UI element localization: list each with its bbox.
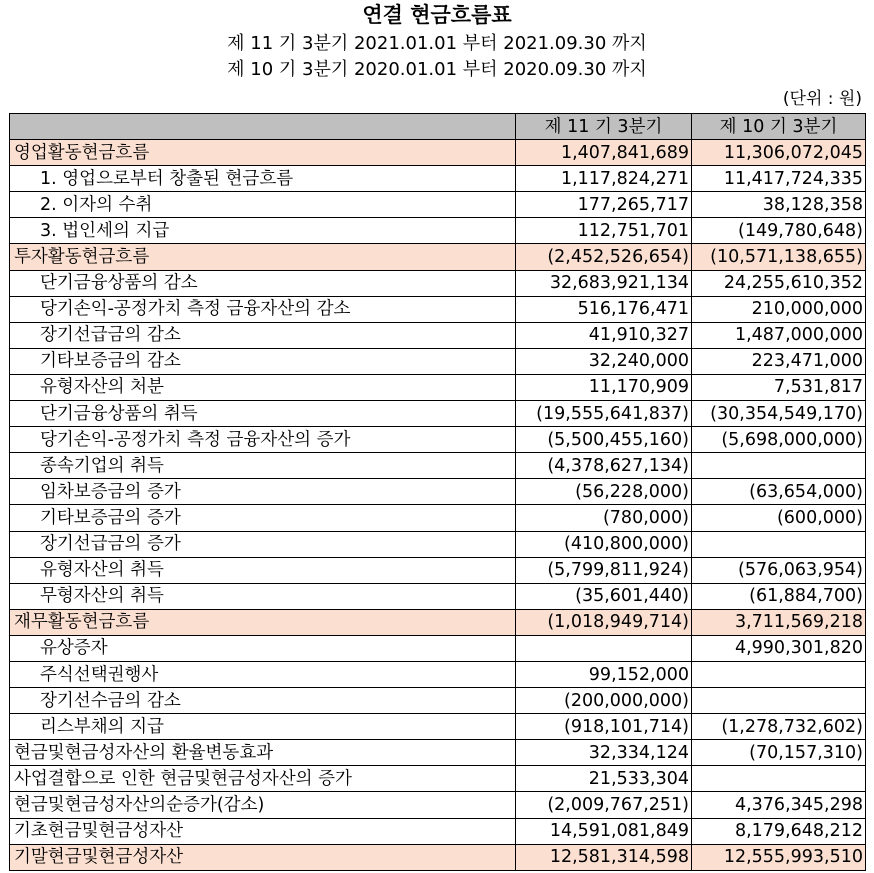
row-prior-value: 11,306,072,045 [692, 140, 866, 166]
table-row [10, 270, 866, 296]
row-label: 재무활동현금흐름 [10, 609, 516, 635]
row-label: 장기선급금의 증가 [10, 531, 516, 557]
row-prior-value [692, 661, 866, 687]
row-current-value: 32,240,000 [516, 348, 692, 374]
row-current-value: 177,265,717 [516, 192, 692, 218]
period-current: 제 11 기 3분기 2021.01.01 부터 2021.09.30 까지 [227, 33, 647, 54]
row-label: 기말현금및현금성자산 [10, 844, 516, 870]
table-row [10, 427, 866, 453]
row-label: 무형자산의 취득 [10, 583, 516, 609]
row-prior-value: (600,000) [692, 505, 866, 531]
row-current-value: 1,117,824,271 [516, 166, 692, 192]
row-prior-value: (30,354,549,170) [692, 401, 866, 427]
table-row [10, 453, 866, 479]
row-label: 영업활동현금흐름 [10, 140, 516, 166]
row-label: 기타보증금의 증가 [10, 505, 516, 531]
row-prior-value: (63,654,000) [692, 479, 866, 505]
table-row [10, 244, 866, 270]
table-row [10, 296, 866, 322]
table-row [10, 531, 866, 557]
row-prior-value: 4,990,301,820 [692, 635, 866, 661]
row-label: 현금및현금성자산의순증가(감소) [10, 792, 516, 818]
row-current-value: 112,751,701 [516, 218, 692, 244]
table-row [10, 557, 866, 583]
table-row [10, 766, 866, 792]
table-row [10, 374, 866, 400]
table-row [10, 740, 866, 766]
unit-label: (단위 : 원) [782, 89, 862, 109]
row-current-value: 41,910,327 [516, 322, 692, 348]
row-current-value [516, 635, 692, 661]
row-prior-value: (576,063,954) [692, 557, 866, 583]
row-prior-value [692, 531, 866, 557]
row-current-value: 11,170,909 [516, 374, 692, 400]
table-row [10, 661, 866, 687]
table-row [10, 844, 866, 870]
row-prior-value: (61,884,700) [692, 583, 866, 609]
row-prior-value: 24,255,610,352 [692, 270, 866, 296]
row-current-value: (1,018,949,714) [516, 609, 692, 635]
row-current-value: (918,101,714) [516, 714, 692, 740]
row-label: 3. 법인세의 지급 [10, 218, 516, 244]
row-label: 당기손익-공정가치 측정 금융자산의 감소 [10, 296, 516, 322]
table-row [10, 609, 866, 635]
row-prior-value: 38,128,358 [692, 192, 866, 218]
row-current-value: 14,591,081,849 [516, 818, 692, 844]
row-label: 단기금융상품의 취득 [10, 401, 516, 427]
table-row [10, 714, 866, 740]
header-label [10, 114, 516, 140]
table-row [10, 688, 866, 714]
row-label: 기초현금및현금성자산 [10, 818, 516, 844]
row-current-value: 99,152,000 [516, 661, 692, 687]
table-row [10, 166, 866, 192]
row-prior-value: (70,157,310) [692, 740, 866, 766]
row-prior-value [692, 453, 866, 479]
row-prior-value: 1,487,000,000 [692, 322, 866, 348]
row-prior-value: 4,376,345,298 [692, 792, 866, 818]
row-prior-value: (1,278,732,602) [692, 714, 866, 740]
row-current-value: (2,009,767,251) [516, 792, 692, 818]
row-current-value: 21,533,304 [516, 766, 692, 792]
table-row [10, 348, 866, 374]
row-label: 장기선수금의 감소 [10, 688, 516, 714]
table-row [10, 140, 866, 166]
row-prior-value: 223,471,000 [692, 348, 866, 374]
row-label: 주식선택권행사 [10, 661, 516, 687]
row-current-value: (2,452,526,654) [516, 244, 692, 270]
row-prior-value: 8,179,648,212 [692, 818, 866, 844]
table-row [10, 635, 866, 661]
row-current-value: (56,228,000) [516, 479, 692, 505]
header-prior: 제 10 기 3분기 [692, 114, 866, 140]
row-label: 유형자산의 처분 [10, 374, 516, 400]
row-prior-value: (5,698,000,000) [692, 427, 866, 453]
row-label: 유상증자 [10, 635, 516, 661]
table-row [10, 192, 866, 218]
row-prior-value: 210,000,000 [692, 296, 866, 322]
table-row [10, 505, 866, 531]
row-current-value: (35,601,440) [516, 583, 692, 609]
row-label: 당기손익-공정가치 측정 금융자산의 증가 [10, 427, 516, 453]
row-label: 2. 이자의 수취 [10, 192, 516, 218]
row-label: 현금및현금성자산의 환율변동효과 [10, 740, 516, 766]
table-header-row [10, 114, 866, 140]
row-current-value: (780,000) [516, 505, 692, 531]
row-current-value: (200,000,000) [516, 688, 692, 714]
row-prior-value: 7,531,817 [692, 374, 866, 400]
row-label: 종속기업의 취득 [10, 453, 516, 479]
row-label: 사업결합으로 인한 현금및현금성자산의 증가 [10, 766, 516, 792]
row-prior-value: (149,780,648) [692, 218, 866, 244]
table-row [10, 792, 866, 818]
table-row [10, 818, 866, 844]
row-current-value: (410,800,000) [516, 531, 692, 557]
row-current-value: (5,500,455,160) [516, 427, 692, 453]
row-prior-value: (10,571,138,655) [692, 244, 866, 270]
row-current-value: 32,683,921,134 [516, 270, 692, 296]
table-row [10, 322, 866, 348]
row-prior-value: 11,417,724,335 [692, 166, 866, 192]
row-label: 장기선급금의 감소 [10, 322, 516, 348]
row-label: 투자활동현금흐름 [10, 244, 516, 270]
row-prior-value: 3,711,569,218 [692, 609, 866, 635]
table-row [10, 583, 866, 609]
row-current-value: (19,555,641,837) [516, 401, 692, 427]
table-row [10, 401, 866, 427]
row-label: 임차보증금의 증가 [10, 479, 516, 505]
row-current-value: 32,334,124 [516, 740, 692, 766]
row-prior-value: 12,555,993,510 [692, 844, 866, 870]
row-prior-value [692, 766, 866, 792]
row-label: 1. 영업으로부터 창출된 현금흐름 [10, 166, 516, 192]
row-label: 기타보증금의 감소 [10, 348, 516, 374]
row-label: 단기금융상품의 감소 [10, 270, 516, 296]
row-current-value: (5,799,811,924) [516, 557, 692, 583]
row-prior-value [692, 688, 866, 714]
row-label: 유형자산의 취득 [10, 557, 516, 583]
row-current-value: 1,407,841,689 [516, 140, 692, 166]
statement-title: 연결 현금흐름표 [362, 3, 512, 27]
header-current: 제 11 기 3분기 [516, 114, 692, 140]
row-current-value: 12,581,314,598 [516, 844, 692, 870]
row-label: 리스부채의 지급 [10, 714, 516, 740]
table-row [10, 479, 866, 505]
table-row [10, 218, 866, 244]
row-current-value: (4,378,627,134) [516, 453, 692, 479]
row-current-value: 516,176,471 [516, 296, 692, 322]
cash-flow-table [9, 113, 866, 871]
period-prior: 제 10 기 3분기 2020.01.01 부터 2020.09.30 까지 [227, 59, 647, 80]
